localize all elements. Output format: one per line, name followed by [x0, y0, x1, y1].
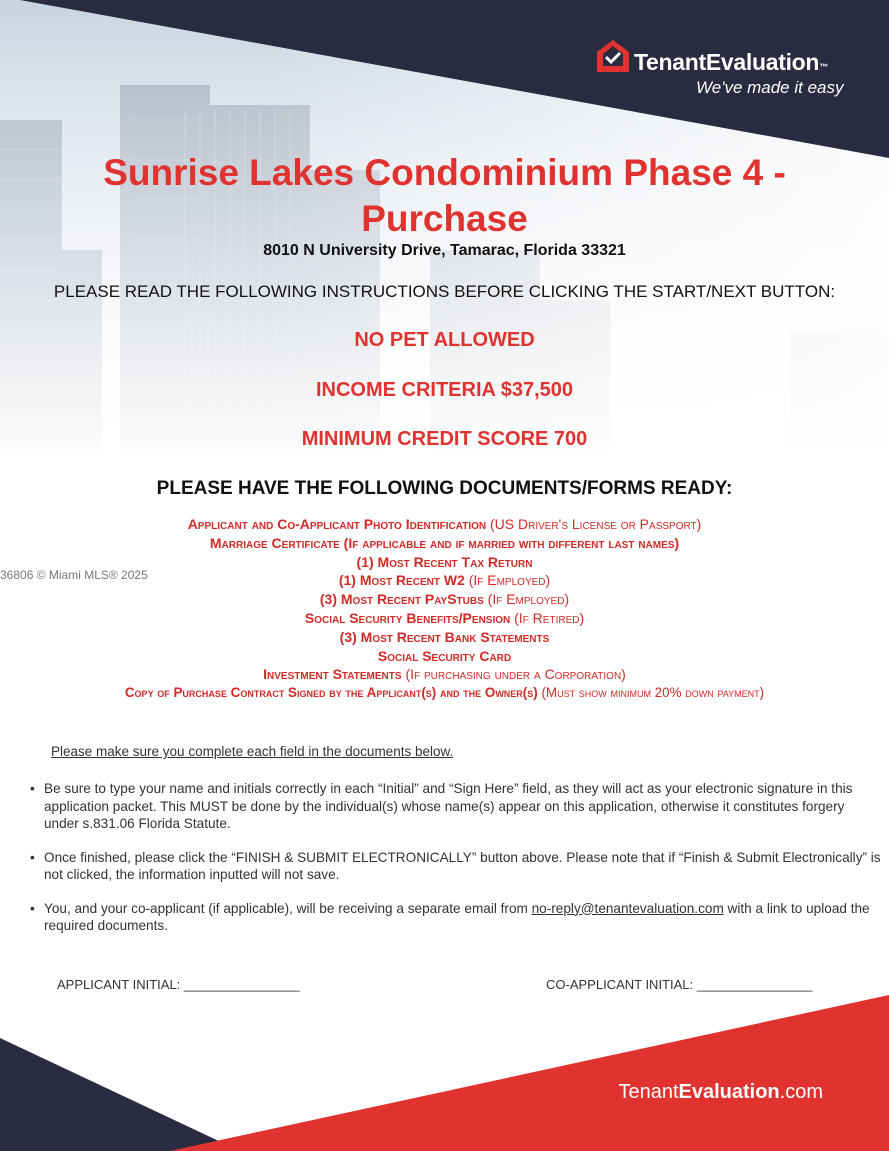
- bullet-icon: •: [30, 849, 35, 865]
- list-item: Social Security Benefits/Pension (If Retired): [304, 609, 585, 626]
- list-item: • Be sure to type your name and initials correctly in each “Initial” and “Sign Here” field, as they will act as your electronic signature in this application packet. This MUST be done by the individual(s) whose name(s) appear on this application, otherwise it constitutes forgery under s.831.06 Florida Statute.: [30, 781, 853, 831]
- list-item: Marriage Certificate (If applicable and if married with different last names): [209, 534, 680, 551]
- co-applicant-initial-field[interactable]: CO-APPLICANT INITIAL: ________________: [546, 977, 813, 992]
- title-line-2: Purchase: [361, 198, 528, 239]
- credit-score-criteria: MINIMUM CREDIT SCORE 700: [301, 428, 588, 450]
- list-item: Investment Statements (If purchasing under a Corporation): [263, 666, 626, 683]
- pet-policy: NO PET ALLOWED: [354, 329, 535, 351]
- list-item: • You, and your co-applicant (if applicable), will be receiving a separate email from no-reply@tenantevaluation.com with a link to upload the required documents.: [30, 900, 870, 933]
- list-item: Copy of Purchase Contract Signed by the Applicant(s) and the Owner(s) (Must show minimum 20% down payment): [124, 685, 765, 701]
- list-item: (3) Most Recent Bank Statements: [339, 628, 550, 645]
- instruction-bullets: [30, 780, 882, 951]
- list-item: Social Security Card: [377, 647, 512, 664]
- income-criteria: INCOME CRITERIA $37,500: [315, 379, 574, 401]
- support-email-link[interactable]: no-reply@tenantevaluation.com: [531, 900, 724, 916]
- complete-fields-note: Please make sure you complete each field in the documents below.: [51, 744, 454, 759]
- bullet-icon: •: [30, 900, 35, 916]
- bullet-icon: •: [30, 781, 35, 796]
- documents-heading: PLEASE HAVE THE FOLLOWING DOCUMENTS/FORMS READY:: [156, 478, 733, 499]
- applicant-initial-field[interactable]: APPLICANT INITIAL: ________________: [57, 977, 300, 992]
- mls-watermark: 36806 © Miami MLS® 2025: [0, 568, 148, 582]
- list-item: (1) Most Recent Tax Return: [356, 553, 533, 570]
- footer-background-art: [0, 990, 889, 1151]
- list-item: (3) Most Recent PayStubs (If Employed): [319, 591, 570, 608]
- list-item: (1) Most Recent W2 (If Employed): [338, 572, 551, 589]
- page-title: [0, 150, 889, 242]
- house-check-icon: [596, 38, 630, 74]
- brand-name: TenantEvaluation™: [634, 49, 828, 75]
- instructions-heading: PLEASE READ THE FOLLOWING INSTRUCTIONS BEFORE CLICKING THE START/NEXT BUTTON:: [53, 282, 836, 301]
- list-item: Applicant and Co-Applicant Photo Identification (US Driver's License or Passport): [187, 516, 702, 532]
- property-address: 8010 N University Drive, Tamarac, Florida 33321: [263, 242, 626, 259]
- footer-website: TenantEvaluation.com: [618, 1081, 823, 1103]
- brand-tagline: We've made it easy: [696, 78, 844, 97]
- brand-logo: [596, 38, 856, 102]
- documents-list: [0, 515, 889, 703]
- title-line-1: Sunrise Lakes Condominium Phase 4 -: [103, 152, 786, 193]
- list-item: • Once finished, please click the “FINISH & SUBMIT ELECTRONICALLY” button above. Please note that if “Finish & Submit Electronically” is not clicked, the information inputted will not save.: [30, 849, 881, 882]
